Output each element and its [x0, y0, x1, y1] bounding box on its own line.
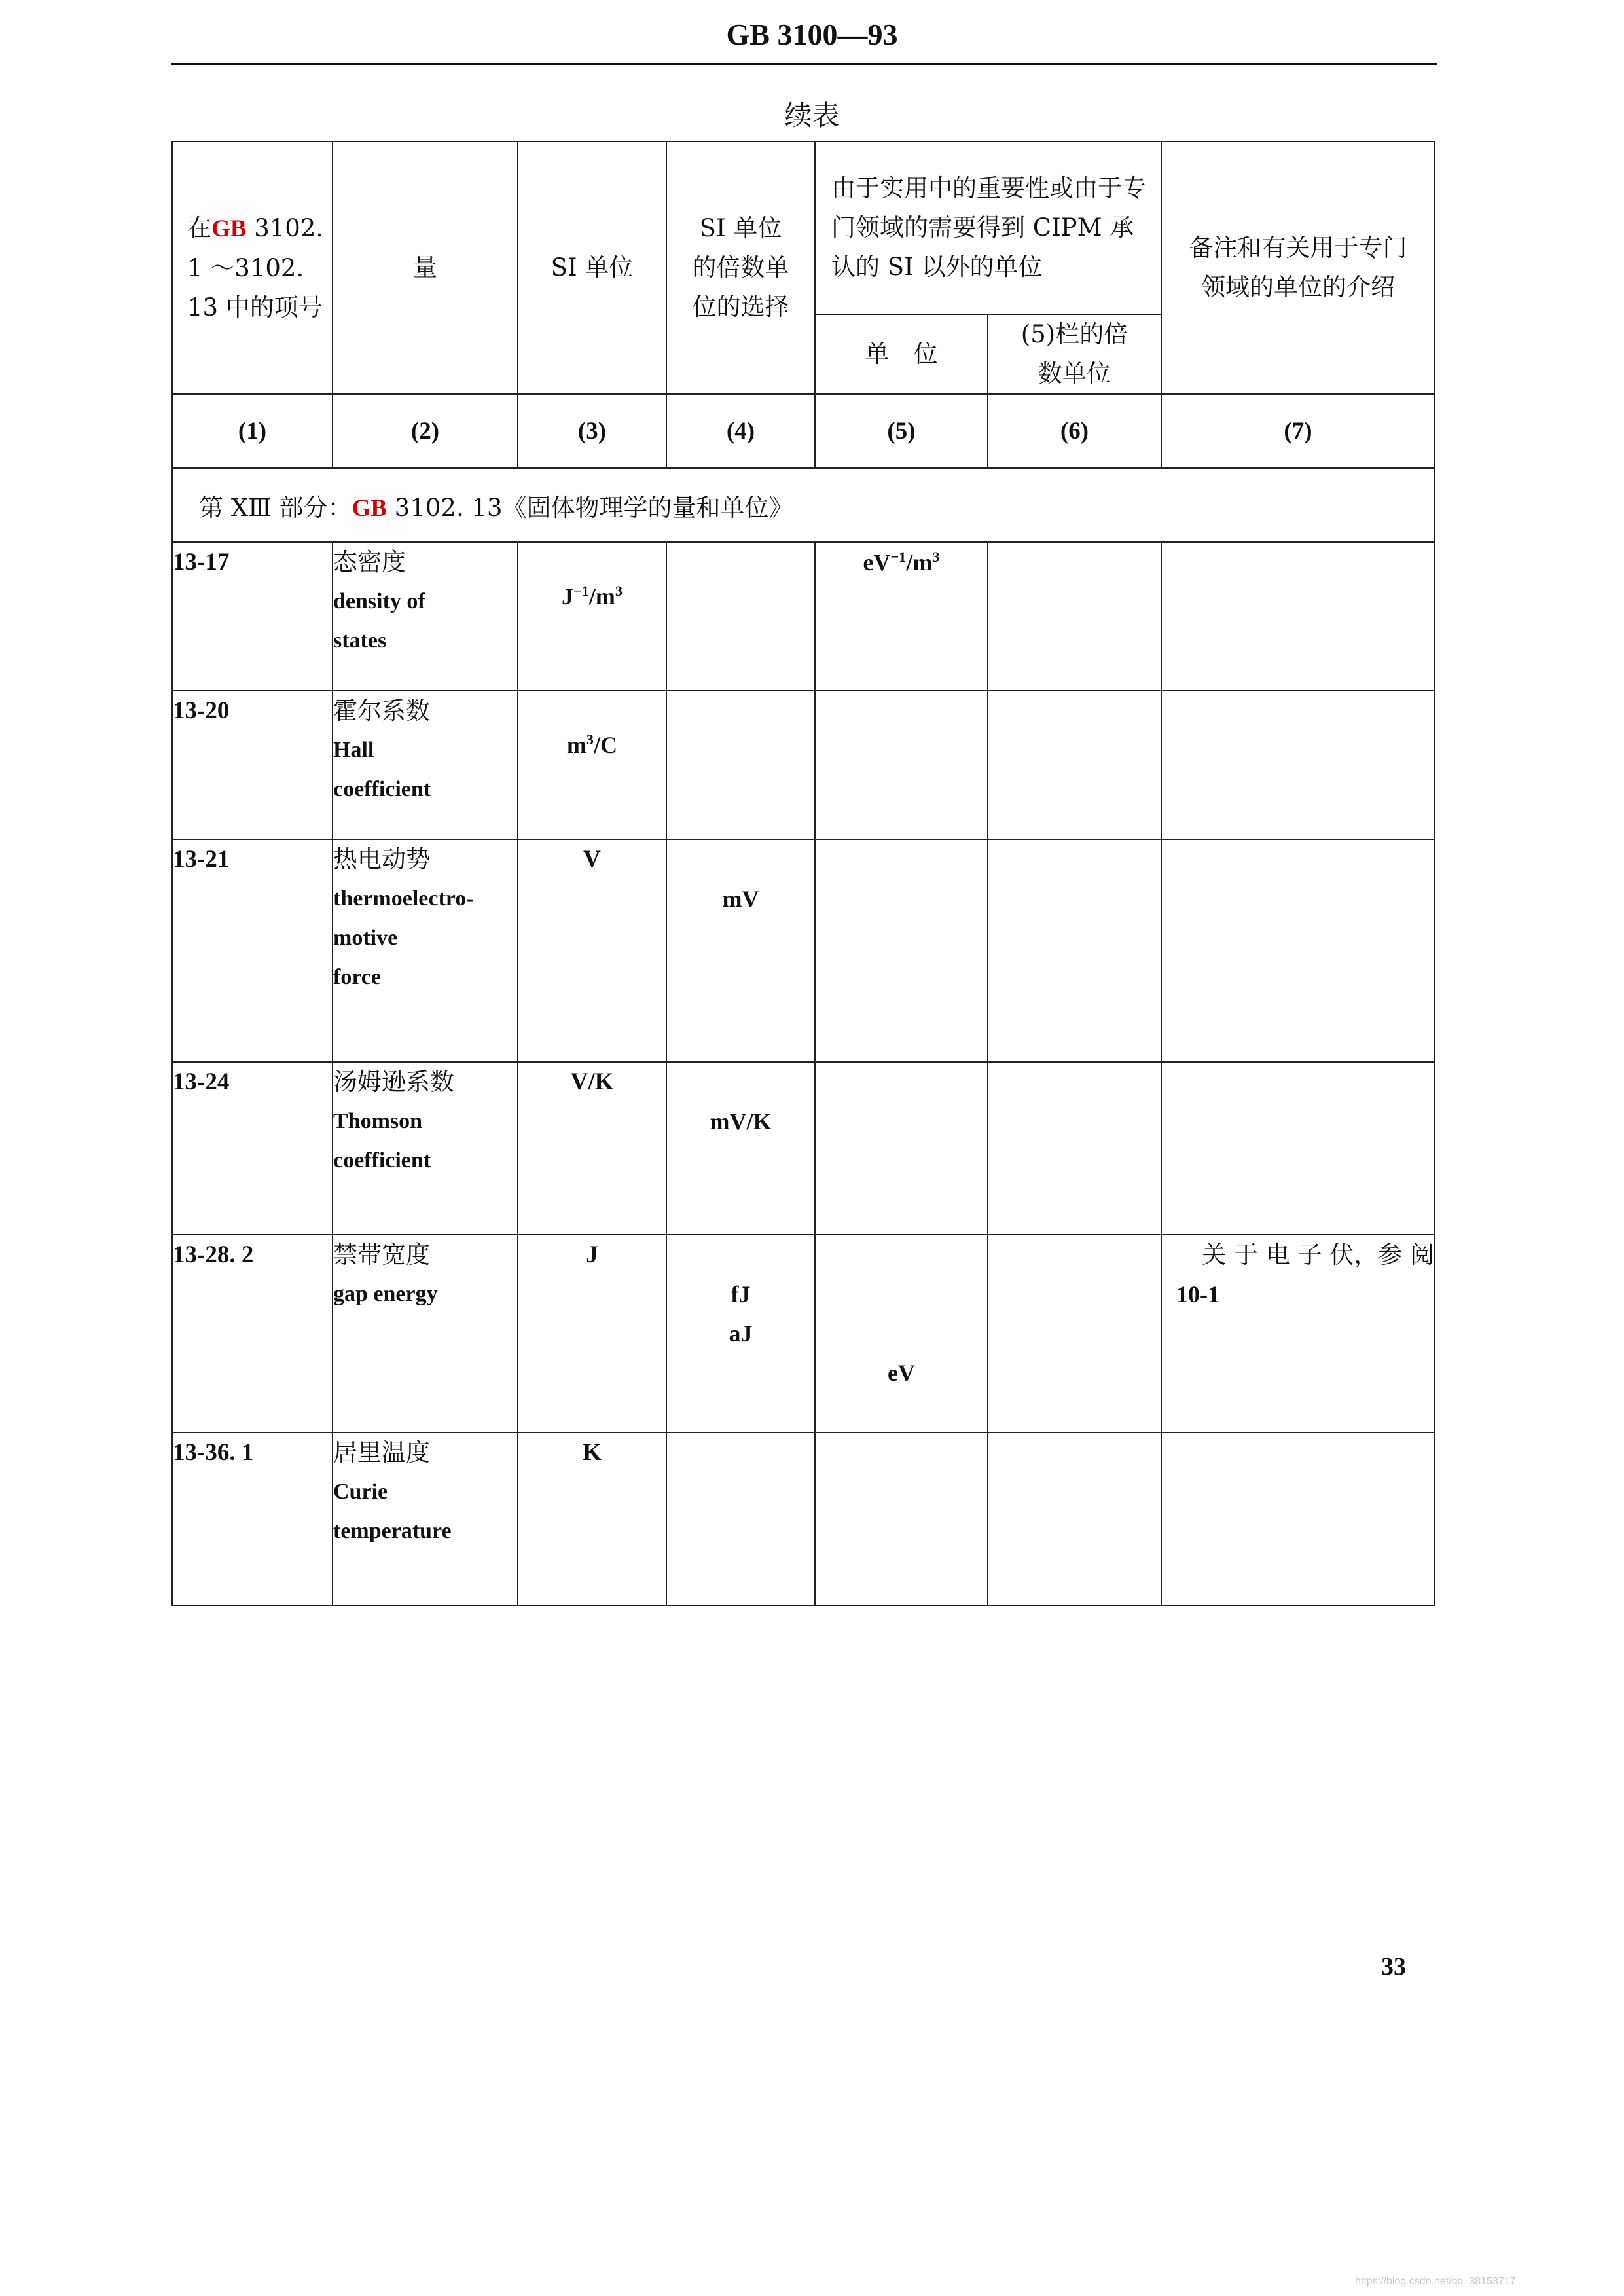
- quantity-en: gap energy: [333, 1282, 438, 1306]
- section-title-ref: GB: [352, 494, 388, 522]
- col2-header: 量: [333, 141, 518, 394]
- units-table: [171, 141, 1435, 1606]
- col1-header-ref: GB: [211, 215, 247, 242]
- header-row-1: [172, 141, 1435, 314]
- si-unit: V: [518, 839, 666, 1062]
- quantity-cn: 汤姆逊系数: [333, 1068, 454, 1096]
- col7-header: 备注和有关用于专门领域的单位的介绍: [1161, 141, 1435, 394]
- remarks: [1161, 691, 1435, 839]
- non-si-unit: $eV^{-1}/m^3$: [815, 542, 988, 691]
- col4-header: SI 单位的倍数单位的选择: [666, 141, 815, 394]
- remarks: [1161, 542, 1435, 691]
- table-row: [172, 542, 1435, 691]
- si-unit: J: [518, 1235, 666, 1432]
- continued-label: 续表: [784, 100, 840, 132]
- quantity-en: Hall: [333, 738, 374, 762]
- multiple-units: [666, 691, 815, 839]
- header-rule: [171, 63, 1437, 65]
- item-number: 13-21: [172, 839, 333, 1062]
- multiple-units: mV: [666, 839, 815, 1062]
- non-si-multiple: [988, 1432, 1161, 1605]
- col-num-7: (7): [1161, 394, 1435, 468]
- item-number: 13-24: [172, 1062, 333, 1235]
- col-num-5: (5): [815, 394, 988, 468]
- quantity-name: [333, 839, 518, 1062]
- remarks: [1161, 1062, 1435, 1235]
- quantity-cn: 禁带宽度: [333, 1241, 430, 1269]
- col3-header: SI 单位: [518, 141, 666, 394]
- table-row: [172, 839, 1435, 1062]
- quantity-name: [333, 691, 518, 839]
- col-num-4: (4): [666, 394, 815, 468]
- quantity-en: states: [333, 629, 387, 653]
- multiple-units: fJ aJ: [666, 1235, 815, 1432]
- section-title: [172, 468, 1435, 542]
- quantity-en: coefficient: [333, 1148, 431, 1173]
- remarks: 关 于 电 子 伏，参 阅 10-1: [1161, 1235, 1435, 1432]
- table-row: [172, 1062, 1435, 1235]
- table-row: [172, 691, 1435, 839]
- quantity-cn: 居里温度: [333, 1438, 430, 1467]
- quantity-en: coefficient: [333, 777, 431, 801]
- multiple-units: mV/K: [666, 1062, 815, 1235]
- non-si-multiple: [988, 691, 1161, 839]
- si-unit: $J^{-1}/m^3$: [518, 542, 666, 691]
- non-si-unit: eV: [815, 1235, 988, 1432]
- table-row: [172, 1432, 1435, 1605]
- quantity-name: [333, 542, 518, 691]
- page-number: 33: [1381, 1953, 1406, 1980]
- quantity-en: density of: [333, 589, 425, 613]
- col6-header: (5)栏的倍数单位: [988, 314, 1161, 394]
- col5-header: 单 位: [815, 314, 988, 394]
- quantity-en: temperature: [333, 1519, 452, 1543]
- quantity-en: Curie: [333, 1480, 388, 1504]
- column-number-row: [172, 394, 1435, 468]
- section-row: [172, 468, 1435, 542]
- multiple-units: [666, 542, 815, 691]
- document-header-title: GB 3100—93: [726, 18, 898, 51]
- quantity-en: motive: [333, 926, 398, 950]
- non-si-multiple: [988, 542, 1161, 691]
- quantity-cn: 热电动势: [333, 845, 430, 873]
- remarks: [1161, 1432, 1435, 1605]
- quantity-en: Thomson: [333, 1109, 423, 1133]
- quantity-en: thermoelectro-: [333, 886, 474, 911]
- table-row: [172, 1235, 1435, 1432]
- non-si-unit: [815, 691, 988, 839]
- non-si-multiple: [988, 839, 1161, 1062]
- item-number: 13-20: [172, 691, 333, 839]
- col-num-1: (1): [172, 394, 333, 468]
- non-si-unit: [815, 1062, 988, 1235]
- section-title-pre: 第 XⅢ 部分：: [199, 493, 352, 522]
- section-title-post: 3102. 13《固体物理学的量和单位》: [387, 493, 793, 522]
- quantity-cn: 态密度: [333, 548, 406, 576]
- item-number: 13-17: [172, 542, 333, 691]
- col1-header: [172, 141, 333, 394]
- si-unit: V/K: [518, 1062, 666, 1235]
- non-si-multiple: [988, 1235, 1161, 1432]
- col-num-2: (2): [333, 394, 518, 468]
- multiple-units: [666, 1432, 815, 1605]
- non-si-unit: [815, 1432, 988, 1605]
- col1-header-post: 3102. 1 ～3102. 13 中的项号: [187, 213, 324, 321]
- quantity-en: force: [333, 965, 381, 989]
- col-num-3: (3): [518, 394, 666, 468]
- quantity-name: [333, 1432, 518, 1605]
- non-si-unit: [815, 839, 988, 1062]
- col-num-6: (6): [988, 394, 1161, 468]
- item-number: 13-36. 1: [172, 1432, 333, 1605]
- quantity-name: [333, 1235, 518, 1432]
- col56-header: 由于实用中的重要性或由于专门领域的需要得到 CIPM 承认的 SI 以外的单位: [815, 141, 1161, 314]
- si-unit: K: [518, 1432, 666, 1605]
- quantity-name: [333, 1062, 518, 1235]
- watermark: https://blog.csdn.net/qq_38153717: [1355, 2276, 1516, 2287]
- col1-header-pre: 在: [187, 213, 211, 242]
- remarks: [1161, 839, 1435, 1062]
- si-unit: $m^3/C$: [518, 691, 666, 839]
- quantity-cn: 霍尔系数: [333, 697, 430, 725]
- non-si-multiple: [988, 1062, 1161, 1235]
- item-number: 13-28. 2: [172, 1235, 333, 1432]
